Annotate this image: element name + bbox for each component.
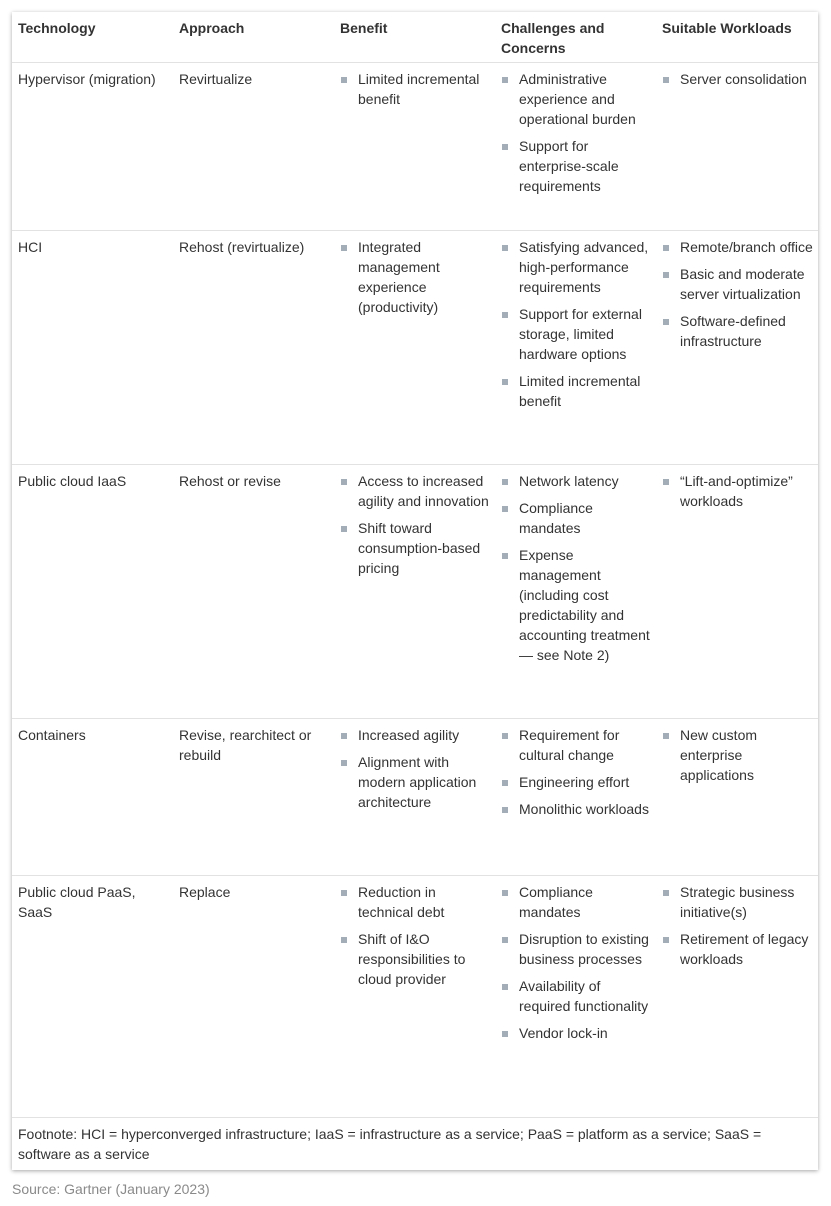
list-item-text: Engineering effort	[519, 774, 630, 790]
header-technology: Technology	[12, 12, 173, 63]
cell-technology: Containers	[12, 719, 173, 876]
benefit-list	[340, 237, 491, 317]
cell-workloads	[656, 719, 818, 876]
list-item	[340, 752, 491, 812]
list-item-text: Limited incremental benefit	[519, 373, 641, 409]
square-bullet-icon	[663, 937, 669, 943]
square-bullet-icon	[502, 144, 508, 150]
square-bullet-icon	[502, 506, 508, 512]
square-bullet-icon	[502, 245, 508, 251]
list-item	[662, 264, 814, 304]
header-benefit: Benefit	[334, 12, 495, 63]
list-item	[662, 69, 814, 89]
square-bullet-icon	[502, 553, 508, 559]
cell-technology: Public cloud IaaS	[12, 465, 173, 719]
square-bullet-icon	[502, 937, 508, 943]
header-workloads: Suitable Workloads	[656, 12, 818, 63]
cell-benefit	[334, 465, 495, 719]
list-item-text: Shift of I&O responsibilities to cloud provider	[358, 931, 466, 987]
square-bullet-icon	[663, 479, 669, 485]
comparison-table	[12, 12, 818, 1170]
list-item-text: Access to increased agility and innovation	[358, 473, 489, 509]
list-item	[501, 772, 652, 792]
square-bullet-icon	[502, 733, 508, 739]
list-item-text: Reduction in technical debt	[358, 884, 445, 920]
list-item-text: Support for enterprise-scale requirements	[519, 138, 619, 194]
challenges-list	[501, 725, 652, 819]
list-item-text: Retirement of legacy workloads	[680, 931, 809, 967]
table-row	[12, 231, 818, 465]
source-caption: Source: Gartner (January 2023)	[12, 1181, 210, 1197]
square-bullet-icon	[663, 890, 669, 896]
list-item-text: Basic and moderate server virtualization	[680, 266, 805, 302]
list-item	[340, 882, 491, 922]
list-item	[501, 304, 652, 364]
square-bullet-icon	[502, 479, 508, 485]
square-bullet-icon	[663, 733, 669, 739]
list-item	[501, 69, 652, 129]
cell-approach: Revirtualize	[173, 63, 334, 231]
list-item	[501, 882, 652, 922]
cell-approach: Replace	[173, 876, 334, 1118]
cell-technology: Hypervisor (migration)	[12, 63, 173, 231]
list-item	[340, 69, 491, 109]
benefit-list	[340, 725, 491, 812]
list-item	[501, 799, 652, 819]
square-bullet-icon	[341, 937, 347, 943]
list-item-text: Shift toward consumption-based pricing	[358, 520, 481, 576]
list-item	[340, 471, 491, 511]
list-item	[662, 237, 814, 257]
list-item-text: Satisfying advanced, high-performance requirements	[519, 239, 649, 295]
table-row	[12, 465, 818, 719]
cell-benefit	[334, 876, 495, 1118]
list-item-text: Strategic business initiative(s)	[680, 884, 795, 920]
workloads-list	[662, 237, 814, 351]
list-item-text: Administrative experience and operational burden	[519, 71, 636, 127]
list-item	[340, 929, 491, 989]
list-item-text: Availability of required functionality	[519, 978, 649, 1014]
challenges-list	[501, 471, 652, 665]
list-item	[501, 371, 652, 411]
cell-challenges	[495, 63, 656, 231]
list-item	[501, 1023, 652, 1043]
header-challenges: Challenges and Concerns	[495, 12, 656, 63]
list-item	[662, 311, 814, 351]
square-bullet-icon	[663, 319, 669, 325]
list-item	[501, 498, 652, 538]
square-bullet-icon	[341, 526, 347, 532]
workloads-list	[662, 882, 814, 969]
cell-challenges	[495, 876, 656, 1118]
list-item-text: Network latency	[519, 473, 619, 489]
cell-technology: Public cloud PaaS, SaaS	[12, 876, 173, 1118]
benefit-list	[340, 471, 491, 578]
list-item	[662, 882, 814, 922]
cell-technology: HCI	[12, 231, 173, 465]
list-item	[501, 237, 652, 297]
cell-benefit	[334, 63, 495, 231]
list-item-text: Expense management (including cost predictability and accounting treatment — see Note 2)	[519, 547, 650, 663]
list-item	[501, 545, 652, 665]
square-bullet-icon	[341, 77, 347, 83]
benefit-list	[340, 882, 491, 989]
square-bullet-icon	[663, 245, 669, 251]
square-bullet-icon	[663, 77, 669, 83]
cell-challenges	[495, 719, 656, 876]
list-item	[662, 929, 814, 969]
footnote-row	[12, 1118, 818, 1171]
list-item-text: Requirement for cultural change	[519, 727, 620, 763]
table-header	[12, 12, 818, 63]
list-item-text: Compliance mandates	[519, 884, 593, 920]
list-item-text: Limited incremental benefit	[358, 71, 480, 107]
square-bullet-icon	[502, 1031, 508, 1037]
table-row	[12, 63, 818, 231]
cell-benefit	[334, 719, 495, 876]
list-item	[340, 725, 491, 745]
table-row	[12, 876, 818, 1118]
list-item	[662, 471, 814, 511]
workloads-list	[662, 471, 814, 511]
cell-workloads	[656, 465, 818, 719]
cell-workloads	[656, 876, 818, 1118]
workloads-list	[662, 725, 814, 785]
list-item-text: Disruption to existing business processes	[519, 931, 649, 967]
list-item-text: Increased agility	[358, 727, 460, 743]
cell-challenges	[495, 465, 656, 719]
cell-challenges	[495, 231, 656, 465]
square-bullet-icon	[341, 733, 347, 739]
list-item-text: Integrated management experience (productivity)	[358, 239, 440, 315]
list-item	[501, 725, 652, 765]
square-bullet-icon	[502, 379, 508, 385]
benefit-list	[340, 69, 491, 109]
square-bullet-icon	[341, 890, 347, 896]
square-bullet-icon	[502, 77, 508, 83]
square-bullet-icon	[502, 807, 508, 813]
list-item-text: Vendor lock-in	[519, 1025, 608, 1041]
cell-benefit	[334, 231, 495, 465]
square-bullet-icon	[341, 760, 347, 766]
list-item-text: Monolithic workloads	[519, 801, 649, 817]
square-bullet-icon	[663, 272, 669, 278]
footnote: Footnote: HCI = hyperconverged infrastructure; IaaS = infrastructure as a service; PaaS = platform as a service; SaaS = software as a service	[18, 1126, 762, 1162]
square-bullet-icon	[341, 479, 347, 485]
table-body	[12, 63, 818, 1171]
workloads-list	[662, 69, 814, 89]
square-bullet-icon	[341, 245, 347, 251]
challenges-list	[501, 69, 652, 196]
cell-approach: Rehost or revise	[173, 465, 334, 719]
comparison-table-card	[12, 12, 818, 1170]
cell-workloads	[656, 63, 818, 231]
cell-approach: Revise, rearchitect or rebuild	[173, 719, 334, 876]
header-approach: Approach	[173, 12, 334, 63]
list-item-text: Server consolidation	[680, 71, 807, 87]
list-item-text: Alignment with modern application architecture	[358, 754, 477, 810]
list-item	[340, 518, 491, 578]
list-item-text: “Lift-and-optimize” workloads	[680, 473, 793, 509]
cell-workloads	[656, 231, 818, 465]
list-item-text: Software-defined infrastructure	[680, 313, 786, 349]
list-item-text: Remote/branch office	[680, 239, 813, 255]
list-item	[501, 976, 652, 1016]
list-item	[662, 725, 814, 785]
table-row	[12, 719, 818, 876]
list-item	[340, 237, 491, 317]
challenges-list	[501, 882, 652, 1043]
list-item-text: New custom enterprise applications	[680, 727, 758, 783]
challenges-list	[501, 237, 652, 411]
square-bullet-icon	[502, 984, 508, 990]
list-item	[501, 929, 652, 969]
header-row	[12, 12, 818, 63]
square-bullet-icon	[502, 890, 508, 896]
list-item	[501, 471, 652, 491]
list-item-text: Support for external storage, limited hardware options	[519, 306, 642, 362]
cell-approach: Rehost (revirtualize)	[173, 231, 334, 465]
list-item-text: Compliance mandates	[519, 500, 593, 536]
list-item	[501, 136, 652, 196]
square-bullet-icon	[502, 780, 508, 786]
square-bullet-icon	[502, 312, 508, 318]
